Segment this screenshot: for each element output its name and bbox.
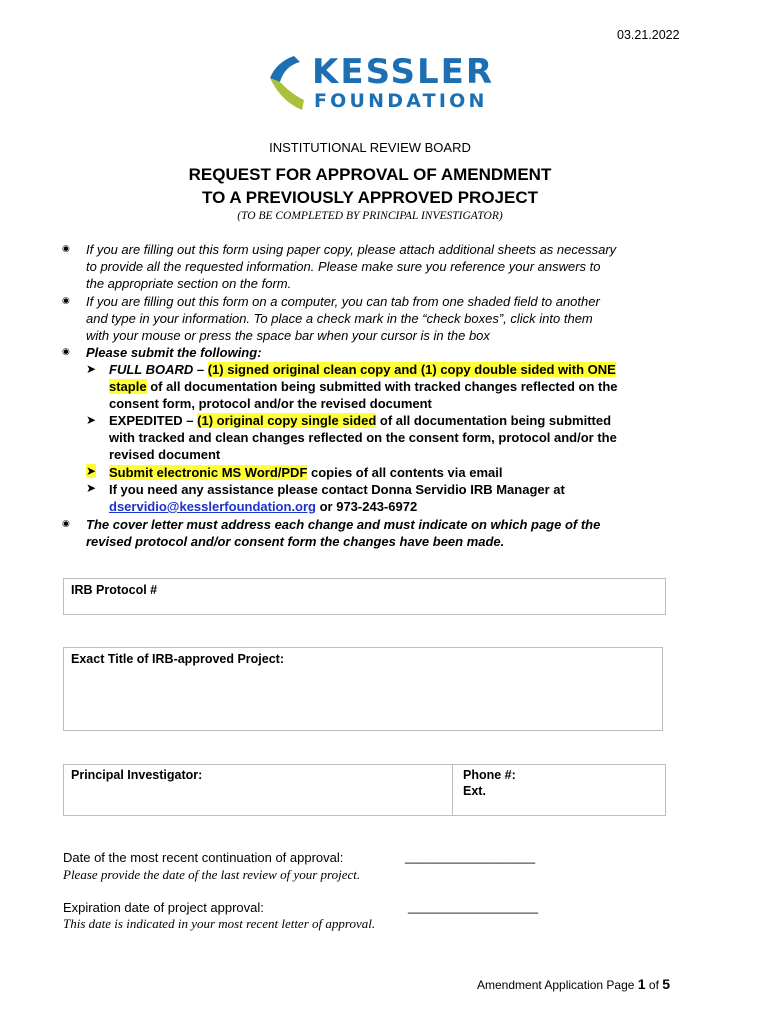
expiration-date-input[interactable]: __________________ [408, 899, 539, 914]
text-line: If you are filling out this form on a computer, you can tab from one shaded field to another [86, 294, 600, 309]
text-span: copies of all contents via email [307, 465, 503, 480]
highlighted-text: staple [109, 379, 147, 394]
form-title-line-1: REQUEST FOR APPROVAL OF AMENDMENT [188, 165, 552, 184]
text-line: revised document [109, 447, 221, 462]
text-line [109, 498, 689, 515]
arrow-bullet-icon: ➤ [86, 362, 97, 376]
instruction-computer [86, 293, 686, 344]
expedited-label: EXPEDITED – [109, 413, 198, 428]
text-line: the appropriate section on the form. [86, 276, 292, 291]
continuation-date-note: Please provide the date of the last review of your project. [63, 867, 361, 882]
phone-field[interactable] [452, 764, 666, 816]
expiration-date-note: This date is indicated in your most recent letter of approval. [63, 916, 376, 931]
document-date: 03.21.2022 [617, 28, 680, 42]
irb-protocol-field[interactable] [63, 578, 666, 615]
bullet-icon: ◉ [62, 518, 70, 528]
text-line: and type in your information. To place a check mark in the “check boxes”, click into them [86, 311, 593, 326]
highlighted-text: (1) original copy single sided [197, 413, 377, 428]
form-subtitle: (TO BE COMPLETED BY PRINCIPAL INVESTIGATOR) [237, 210, 503, 222]
text-line: The cover letter must address each change and must indicate on which page of the [86, 517, 601, 532]
submit-heading: Please submit the following: [86, 345, 262, 360]
text-line [109, 378, 689, 395]
highlighted-text: Submit electronic MS Word/PDF [109, 465, 308, 480]
full-board-item [109, 361, 689, 412]
ext-label: Ext. [463, 784, 486, 798]
instruction-paper-copy [86, 241, 686, 292]
electronic-item [109, 464, 689, 481]
logo-word: KESSLER [312, 52, 495, 92]
text-line: with tracked and clean changes reflected on the consent form, protocol and/or the [109, 430, 617, 445]
phone-label: Phone #: [463, 768, 516, 782]
highlighted-text: (1) signed original clean copy and (1) copy double sided with ONE [207, 362, 616, 377]
expiration-date-label: Expiration date of project approval: [63, 900, 264, 915]
arrow-bullet-icon: ➤ [86, 413, 97, 427]
text-line: revised protocol and/or consent form the changes have been made. [86, 534, 505, 549]
bullet-icon: ◉ [62, 295, 70, 305]
text-span: of all documentation being submitted with tracked changes reflected on the [146, 379, 618, 394]
continuation-date-input[interactable]: __________________ [405, 849, 536, 864]
expedited-item [109, 412, 689, 463]
continuation-date-label: Date of the most recent continuation of approval: [63, 850, 344, 865]
text-span: of all documentation being submitted [376, 413, 612, 428]
footer-of: of [645, 978, 663, 992]
board-heading: INSTITUTIONAL REVIEW BOARD [269, 140, 471, 155]
arrow-bullet-icon: ➤ [86, 464, 97, 478]
text-line [109, 464, 689, 481]
project-title-field[interactable] [63, 647, 663, 731]
bullet-icon: ◉ [62, 243, 70, 253]
principal-investigator-label: Principal Investigator: [71, 768, 203, 782]
text-line: consent form, protocol and/or the revised document [109, 396, 432, 411]
full-board-label: FULL BOARD – [109, 362, 208, 377]
kessler-foundation-logo [262, 52, 495, 114]
text-line: If you need any assistance please contact Donna Servidio IRB Manager at [109, 482, 565, 497]
bullet-icon: ◉ [62, 346, 70, 356]
email-link[interactable]: dservidio@kesslerfoundation.org [109, 499, 316, 514]
total-pages: 5 [662, 976, 671, 992]
project-title-label: Exact Title of IRB-approved Project: [71, 652, 285, 666]
irb-protocol-label: IRB Protocol # [71, 583, 158, 597]
text-line: to provide all the requested information. Please make sure you reference your answers to [86, 259, 601, 274]
phone-number: or 973-243-6972 [316, 499, 418, 514]
current-page: 1 [637, 976, 646, 992]
footer-text: Amendment Application Page [477, 978, 638, 992]
arrow-bullet-icon: ➤ [86, 481, 97, 495]
cover-letter-note [86, 516, 686, 550]
text-line [109, 412, 689, 429]
assistance-item [109, 481, 689, 515]
text-line: with your mouse or press the space bar when your cursor is in the box [86, 328, 490, 343]
page-footer [477, 976, 670, 992]
principal-investigator-field[interactable] [63, 764, 453, 816]
logo-subword: FOUNDATION [314, 90, 488, 112]
logo-mark-icon [262, 54, 312, 114]
text-line: If you are filling out this form using paper copy, please attach additional sheets as necessary [86, 242, 617, 257]
text-line [109, 361, 689, 378]
form-title-line-2: TO A PREVIOUSLY APPROVED PROJECT [202, 188, 538, 207]
